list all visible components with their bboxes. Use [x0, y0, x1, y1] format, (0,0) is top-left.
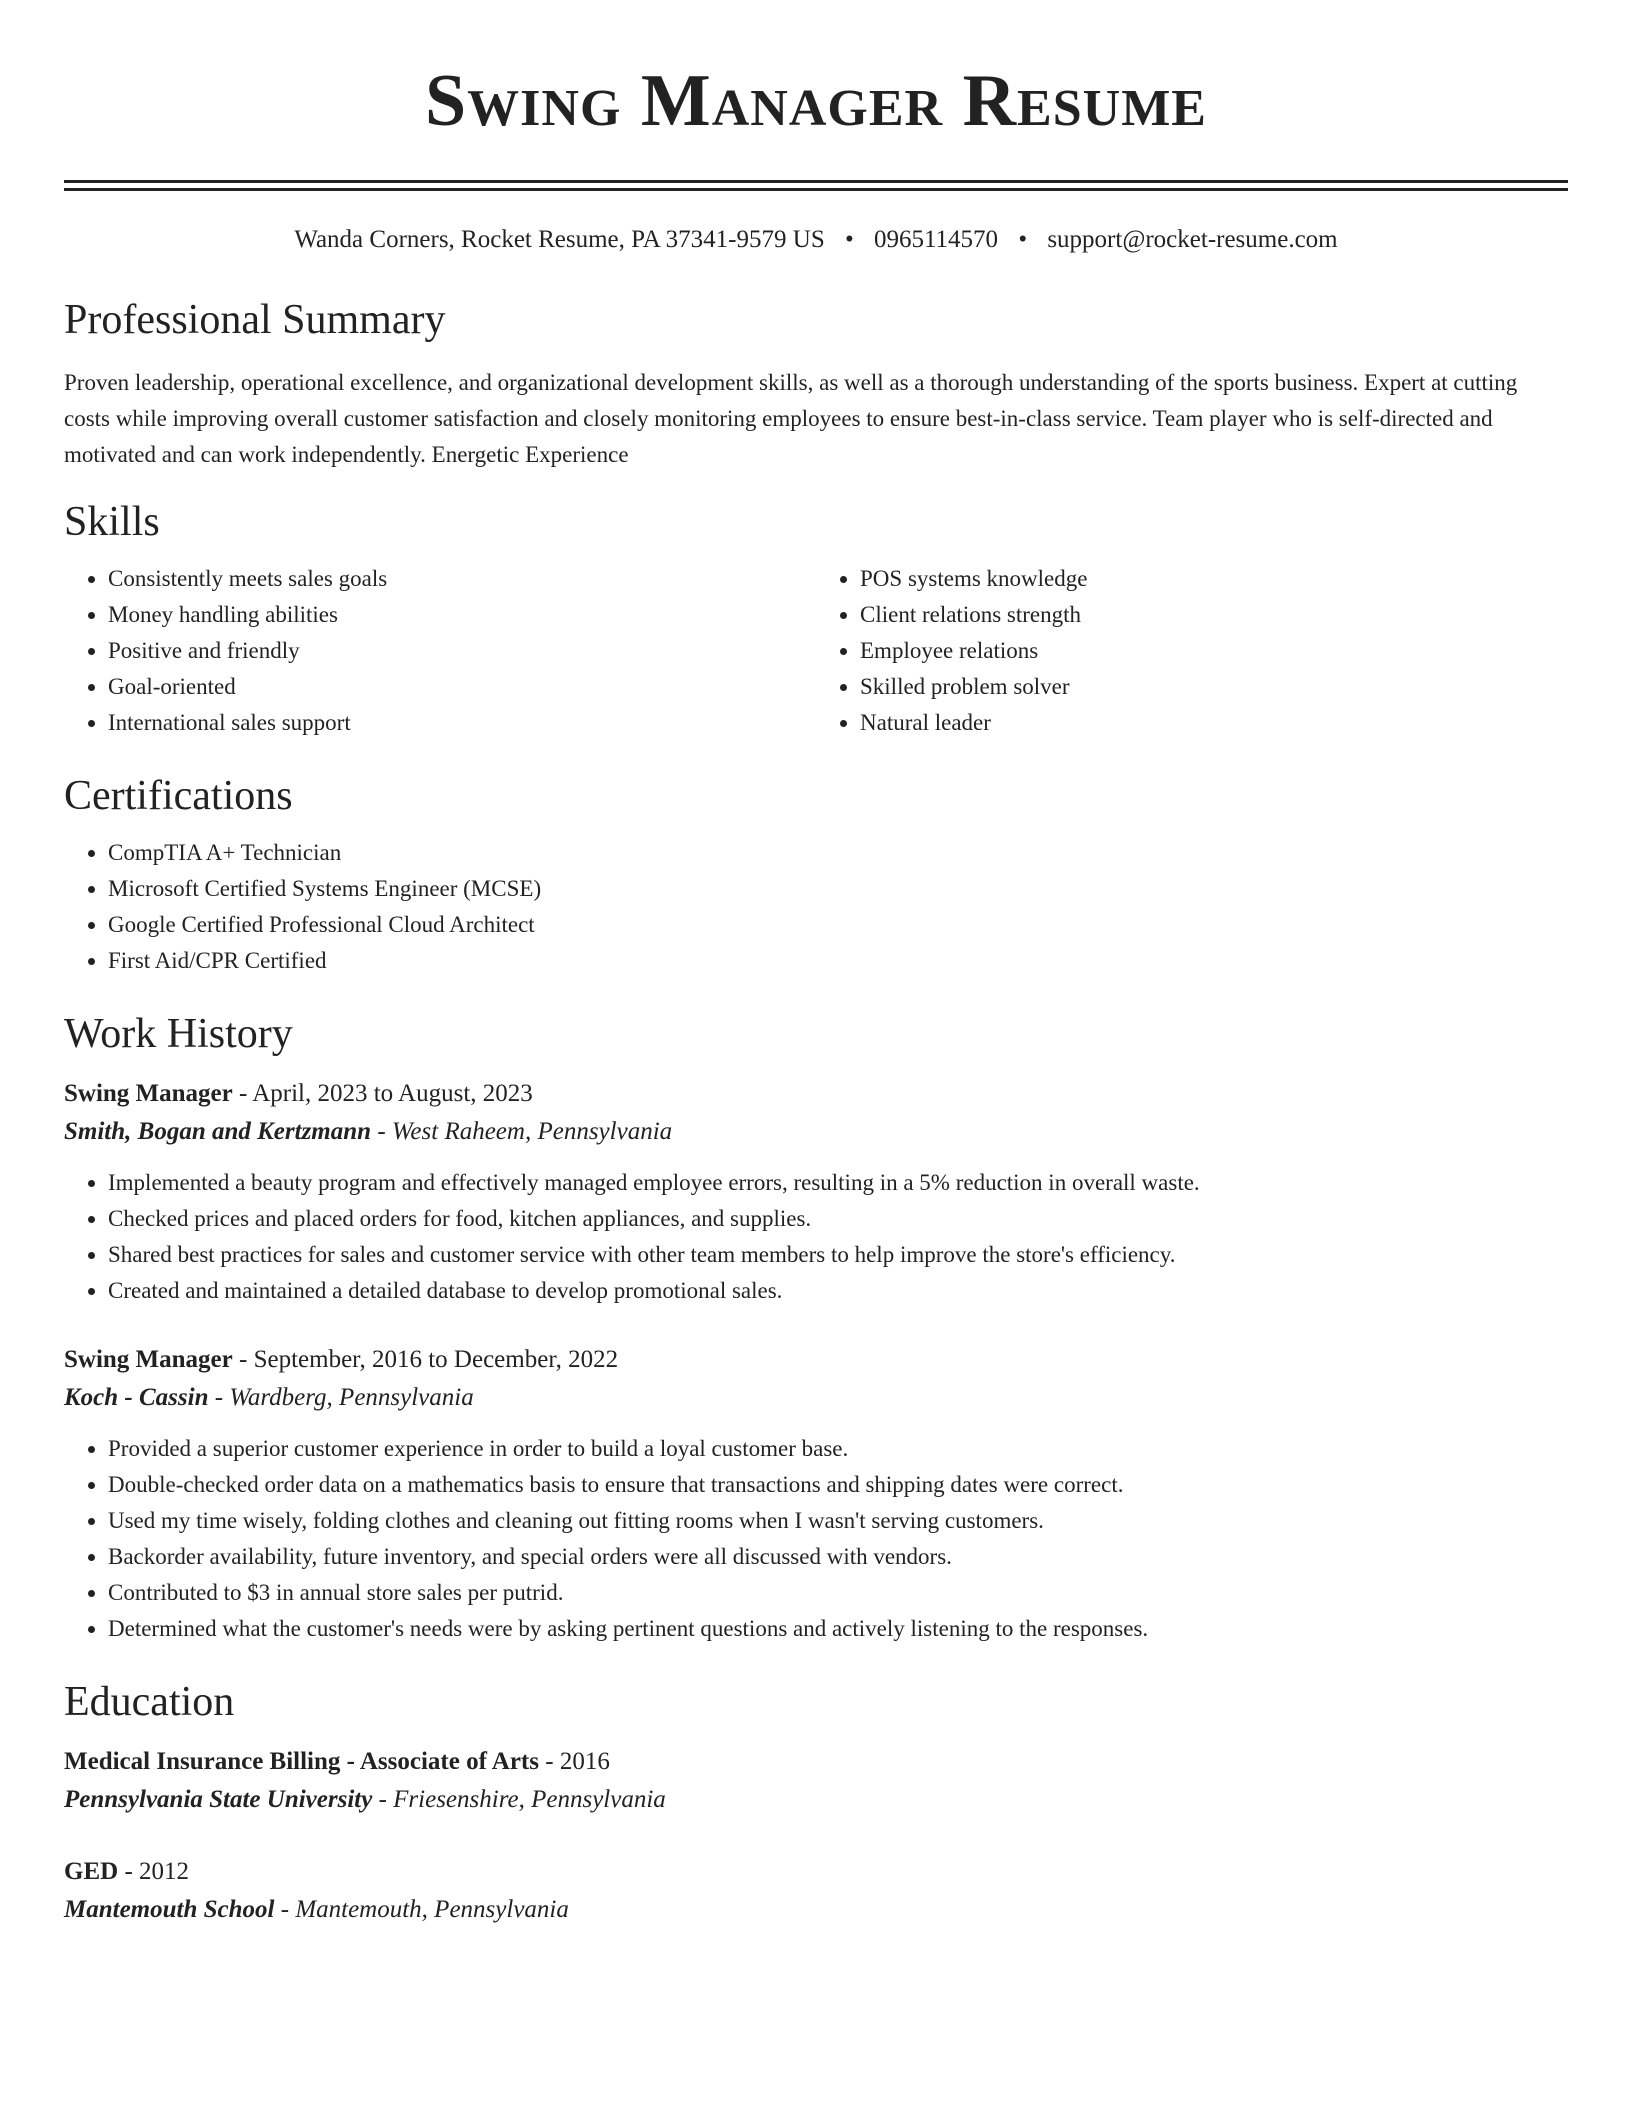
job-bullet: • Implemented a beauty program and effectively managed employee errors, resulting in a 5% reduction in overall waste.	[108, 1165, 1568, 1201]
skill-item: • International sales support	[108, 705, 816, 741]
contact-separator: •	[1018, 226, 1028, 253]
job-entry	[64, 1075, 1568, 1309]
education-header: Medical Insurance Billing - Associate of Arts - 2016	[64, 1748, 610, 1775]
job-bullets	[64, 1431, 1568, 1647]
job-employer: Smith, Bogan and Kertzmann - West Raheem, Pennsylvania	[64, 1118, 673, 1145]
skills-heading: Skills	[64, 499, 160, 545]
certifications-heading: Certifications	[64, 773, 293, 819]
skills-list-left	[64, 561, 816, 741]
education-header: GED - 2012	[64, 1858, 190, 1885]
contact-phone: 0965114570	[873, 226, 999, 253]
education-degree: Medical Insurance Billing - Associate of Arts	[64, 1748, 539, 1775]
certification-item: • Google Certified Professional Cloud Architect	[108, 907, 1568, 943]
resume-title: Swing Manager Resume	[425, 60, 1207, 142]
certification-item: • CompTIA A+ Technician	[108, 835, 1568, 871]
contact-line	[64, 225, 1568, 255]
summary-text: Proven leadership, operational excellence, and organizational development skills, as well as a thorough understanding of the sports business. Expert at cutting costs while improving overall customer satisfaction and closely monitoring employees to ensure best-in-class service. Team player who is self-directed and motivated and can work independently. Energetic Experience	[64, 370, 1518, 467]
education-school-line: Pennsylvania State University - Friesenshire, Pennsylvania	[64, 1786, 666, 1813]
summary-heading: Professional Summary	[64, 297, 446, 343]
education-year: 2012	[139, 1858, 190, 1885]
job-bullet: • Backorder availability, future inventory, and special orders were all discussed with vendors.	[108, 1539, 1568, 1575]
job-bullet: • Created and maintained a detailed database to develop promotional sales.	[108, 1273, 1568, 1309]
certifications-list	[64, 835, 1568, 979]
job-employer: Koch - Cassin - Wardberg, Pennsylvania	[64, 1384, 474, 1411]
skills-list-right	[816, 561, 1568, 741]
job-bullet: • Contributed to $3 in annual store sales per putrid.	[108, 1575, 1568, 1611]
skill-item: • POS systems knowledge	[860, 561, 1568, 597]
skill-item: • Natural leader	[860, 705, 1568, 741]
job-bullet: • Provided a superior customer experience in order to build a loyal customer base.	[108, 1431, 1568, 1467]
skill-item: • Skilled problem solver	[860, 669, 1568, 705]
certification-item: • First Aid/CPR Certified	[108, 943, 1568, 979]
title-double-rule	[64, 180, 1568, 191]
job-company: Koch - Cassin	[64, 1384, 209, 1411]
job-bullet: • Used my time wisely, folding clothes and cleaning out fitting rooms when I wasn't serving customers.	[108, 1503, 1568, 1539]
skill-item: • Positive and friendly	[108, 633, 816, 669]
education-degree: GED	[64, 1858, 119, 1885]
job-location: West Raheem, Pennsylvania	[391, 1118, 673, 1145]
education-entry	[64, 1743, 1568, 1819]
job-dates: September, 2016 to December, 2022	[253, 1346, 619, 1373]
job-header: Swing Manager - September, 2016 to December, 2022	[64, 1346, 619, 1373]
job-company: Smith, Bogan and Kertzmann	[64, 1118, 372, 1145]
job-bullet: • Checked prices and placed orders for food, kitchen appliances, and supplies.	[108, 1201, 1568, 1237]
skill-item: • Client relations strength	[860, 597, 1568, 633]
contact-email: support@rocket-resume.com	[1047, 226, 1338, 253]
skills-columns	[64, 561, 1568, 741]
education-location: Mantemouth, Pennsylvania	[295, 1896, 569, 1923]
job-bullet: • Double-checked order data on a mathematics basis to ensure that transactions and shipping dates were correct.	[108, 1467, 1568, 1503]
job-location: Wardberg, Pennsylvania	[229, 1384, 474, 1411]
job-header: Swing Manager - April, 2023 to August, 2023	[64, 1080, 533, 1107]
skill-item: • Consistently meets sales goals	[108, 561, 816, 597]
job-bullet: • Shared best practices for sales and customer service with other team members to help improve the store's efficiency.	[108, 1237, 1568, 1273]
contact-separator: •	[844, 226, 854, 253]
work-history-heading: Work History	[64, 1011, 293, 1057]
contact-address: Wanda Corners, Rocket Resume, PA 37341-9579 US	[294, 226, 825, 253]
education-heading: Education	[64, 1679, 235, 1725]
education-entry	[64, 1853, 1568, 1929]
education-location: Friesenshire, Pennsylvania	[393, 1786, 666, 1813]
job-bullet: • Determined what the customer's needs were by asking pertinent questions and actively listening to the responses.	[108, 1611, 1568, 1647]
job-entry	[64, 1341, 1568, 1647]
certification-item: • Microsoft Certified Systems Engineer (MCSE)	[108, 871, 1568, 907]
education-school: Pennsylvania State University	[64, 1786, 373, 1813]
skill-item: • Employee relations	[860, 633, 1568, 669]
skill-item: • Goal-oriented	[108, 669, 816, 705]
job-title: Swing Manager	[64, 1080, 233, 1107]
skill-item: • Money handling abilities	[108, 597, 816, 633]
education-school-line: Mantemouth School - Mantemouth, Pennsylvania	[64, 1896, 569, 1923]
education-school: Mantemouth School	[64, 1896, 275, 1923]
job-bullets	[64, 1165, 1568, 1309]
education-year: 2016	[559, 1748, 610, 1775]
job-dates: April, 2023 to August, 2023	[252, 1080, 533, 1107]
job-title: Swing Manager	[64, 1346, 233, 1373]
